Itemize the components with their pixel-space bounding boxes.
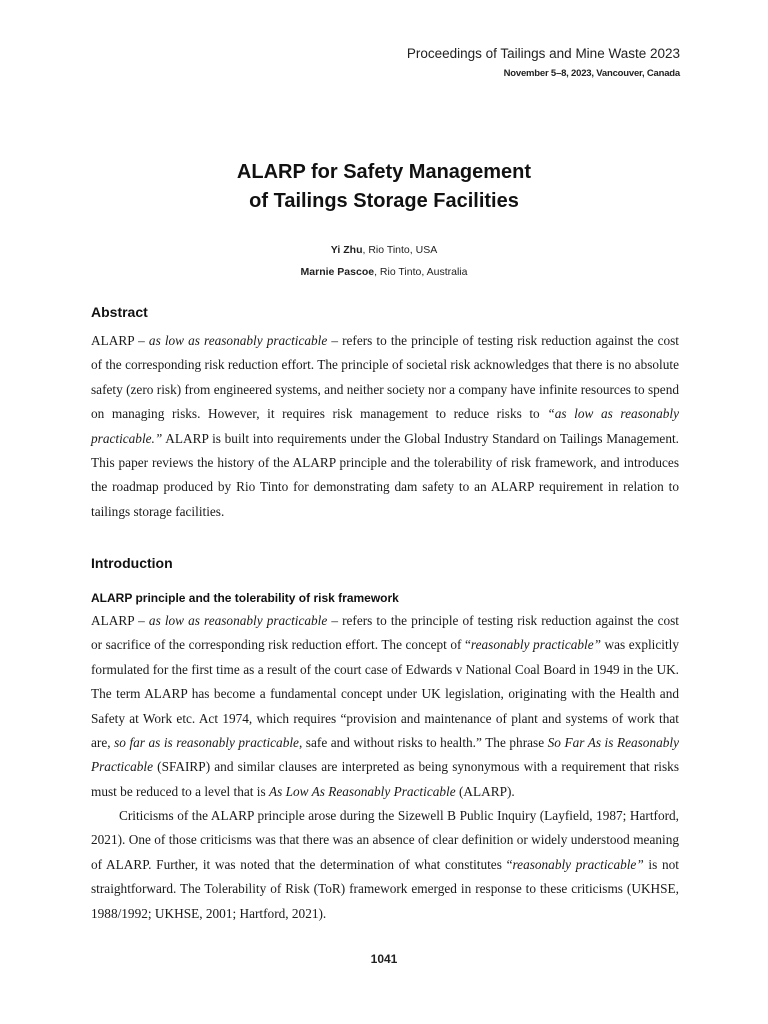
- author-line-2: [0, 266, 768, 278]
- paper-title: [0, 158, 768, 216]
- introduction-subheading: ALARP principle and the tolerability of risk framework: [91, 591, 399, 605]
- introduction-paragraph-1: ALARP – as low as reasonably practicable – refers to the principle of testing risk reduction against the cost or sacrifice of the corresponding risk reduction effort. The concept of “reasonably practicable” was explicitly formulated for the first time as a result of the court case of Edwards v National Coal Board in 1949 in the UK. The term ALARP has become a fundamental concept under UK legislation, originating with the Health and Safety at Work etc. Act 1974, which requires “provision and maintenance of plant and systems of work that are, so far as is reasonably practicable, safe and without risks to health.” The phrase So Far As is Reasonably Practicable (SFAIRP) and similar clauses are interpreted as being synonymous with a requirement that risks must be reduced to a level that is As Low As Reasonably Practicable (ALARP).: [91, 613, 680, 799]
- paper-title-line-2: of Tailings Storage Facilities: [249, 190, 519, 212]
- paper-title-line-1: ALARP for Safety Management: [236, 161, 532, 183]
- introduction-heading: Introduction: [91, 555, 173, 571]
- abstract-paragraph: ALARP – as low as reasonably practicable – refers to the principle of testing risk reduction against the cost of the corresponding risk reduction effort. The principle of societal risk acknowledges that there is no absolute safety (zero risk) from engineered systems, and neither society nor a company have infinite resources to spend on managing risks. However, it requires risk management to reduce risks to “as low as reasonably practicable.” ALARP is built into requirements under the Global Industry Standard on Tailings Management. This paper reviews the history of the ALARP principle and the tolerability of risk framework, and introduces the roadmap produced by Rio Tinto for demonstrating dam safety to an ALARP requirement in relation to tailings storage facilities.: [91, 333, 680, 519]
- abstract-heading: Abstract: [91, 304, 148, 320]
- running-header-title: Proceedings of Tailings and Mine Waste 2023: [406, 46, 680, 61]
- author-line-1: [0, 244, 768, 256]
- author-name: Marnie Pascoe: [300, 266, 375, 278]
- author-affiliation: , Rio Tinto, USA: [362, 244, 438, 256]
- author-affiliation: , Rio Tinto, Australia: [374, 266, 468, 278]
- introduction-paragraph-2: Criticisms of the ALARP principle arose during the Sizewell B Public Inquiry (Layfield, 1987; Hartford, 2021). One of those criticisms was that there was an absence of clear definition or widely understood meaning of ALARP. Further, it was noted that the determination of what constitutes “reasonably practicable” is not straightforward. The Tolerability of Risk (ToR) framework emerged in response to these criticisms (UKHSE, 1988/1992; UKHSE, 2001; Hartford, 2021).: [91, 808, 679, 921]
- running-header-dates: November 5–8, 2023, Vancouver, Canada: [503, 68, 680, 79]
- author-name: Yi Zhu: [330, 244, 363, 256]
- page-number: 1041: [370, 952, 398, 966]
